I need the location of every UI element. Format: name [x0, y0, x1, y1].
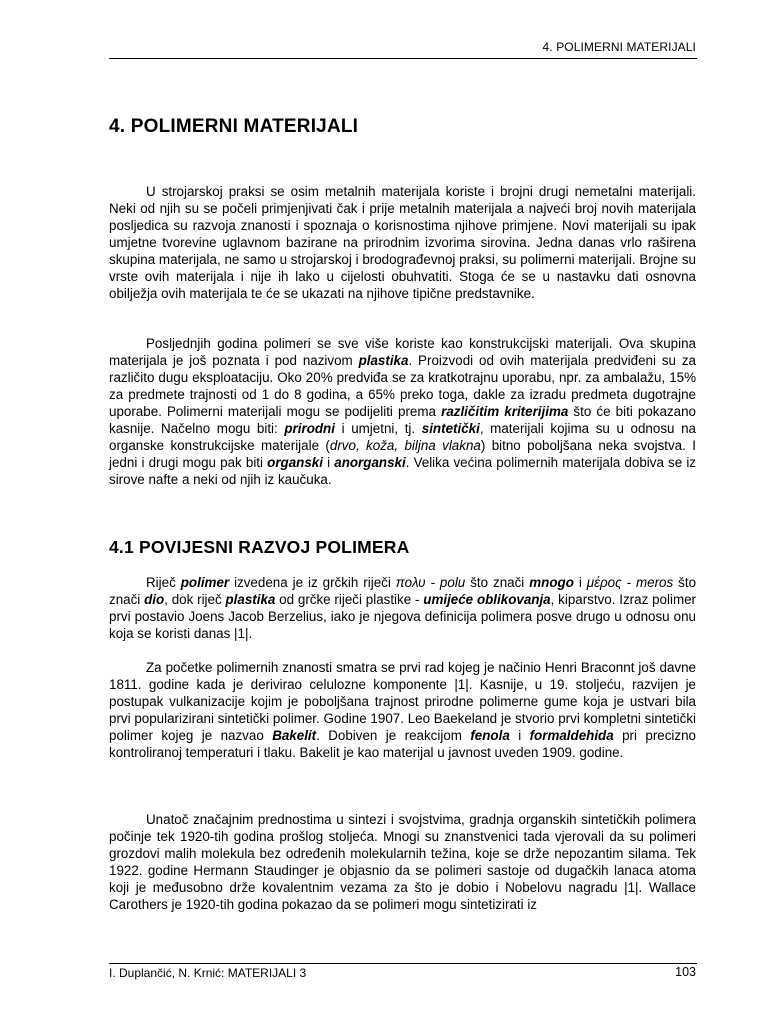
section-title: 4.1 POVIJESNI RAZVOJ POLIMERA	[109, 537, 410, 557]
term-organski: organski	[267, 455, 323, 470]
section-paragraph-2-block	[109, 659, 696, 761]
examples-italic: drvo, koža, biljna vlakna	[329, 438, 481, 453]
chapter-title: 4. POLIMERNI MATERIJALI	[109, 116, 359, 137]
term-polimer: polimer	[180, 575, 230, 590]
text-run: i	[509, 728, 530, 743]
text-run: Za početke polimernih znanosti smatra se prvi rad kojeg je načinio Henri Braconnt još davne 1811. godine kada je derivirao celulozne komponente |1|. Kasnije, u 19. stoljeću, razvijen je postupak vulkanizacije kojim je poboljšana trajnost prirodne polimerne gume koja je ustvari bila prvi popularizirani sintetički polimer. Godine 1907. Leo Baekeland je stvorio prvi kompletni sintetički polimer kojeg je nazvao	[109, 660, 696, 743]
text-run: i umjetni, tj.	[334, 421, 422, 436]
term-kriteriji: različitim kriterijima	[441, 404, 569, 419]
text-run: što znači	[465, 575, 530, 590]
text-run: što znači	[109, 575, 697, 607]
running-header: 4. POLIMERNI MATERIJALI	[542, 40, 696, 54]
text-run: , materijali kojima su u odnosu na organske konstrukcijske materijale (	[109, 421, 696, 453]
footer-authors: I. Duplančić, N. Krnić: MATERIJALI 3	[109, 966, 307, 980]
term-sinteticki: sintetički	[421, 421, 480, 436]
text-run: ) bitno poboljšana neka svojstva. I jedni i drugi mogu pak biti	[109, 438, 696, 470]
term-bakelit: Bakelit	[272, 728, 317, 743]
text-run: i	[322, 455, 335, 470]
footer-divider	[109, 963, 697, 964]
term-plastika: plastika	[358, 353, 409, 368]
greek-meros: μέρος - meros	[586, 575, 674, 590]
intro-paragraph-2-block	[109, 335, 696, 488]
text-run: Posljednjih godina polimeri se sve više koriste kao konstrukcijski materijali. Ova skupina materijala je još poznata i pod nazivom	[109, 336, 696, 368]
section-paragraph-3: Unatoč značajnim prednostima u sintezi i svojstvima, gradnja organskih sintetičkih polimera počinje tek 1920-tih godina prošlog stoljeća. Mnogi su znanstvenici tada vjerovali da su polimeri grozdovi malih molekula bez određenih molekularnih težina, koje se drže nepozantim silama. Tek 1922. godine Hermann Staudinger je objasnio da se polimeri sastoje od dugačkih lanaca atoma koji je međusobno drže kovalentnim vezama za što je dobio i Nobelovu nagradu |1|. Wallace Carothers je 1920-tih godina pokazao da se polimeri mogu sintetizirati iz	[109, 812, 696, 912]
text-run: Riječ	[146, 575, 181, 590]
text-run: od grčke riječi plastike -	[275, 592, 424, 607]
text-run: , dok riječ	[164, 592, 226, 607]
header-divider	[109, 58, 697, 59]
intro-paragraph-2	[109, 335, 696, 488]
term-plastika-2: plastika	[225, 592, 276, 607]
section-heading-block	[109, 537, 696, 558]
text-run: , kiparstvo. Izraz polimer prvi postavio Joens Jacob Berzelius, iako je njegova definicija polimera posve drugo u odnosu onu koja se koristi danas |1|.	[109, 592, 697, 641]
page-number: 103	[675, 965, 696, 979]
text-run: pri precizno kontroliranoj temperaturi i tlaku. Bakelit je kao materijal u javnost uveden 1909. godine.	[109, 728, 696, 760]
term-dio: dio	[144, 592, 165, 607]
intro-paragraph-1: U strojarskoj praksi se osim metalnih materijala koriste i brojni drugi nemetalni materijali. Neki od njih su se počeli primjenjivati čak i prije metalnih materijala a najveći broj novih materijala posljedica su razvoja znanosti i spoznaja o korisnostima njihove primjene. Novi materijali su ipak umjetne tvorevine uglavnom bazirane na prirodnim izvorima sirovina. Jedna danas vrlo raširena skupina materijala, ne samo u strojarskoj i brodograđevnoj praksi, su polimerni materijali. Brojne su vrste ovih materijala i nije ih lako u cijelosti obuhvatiti. Stoga će se u nastavku dati osnovna obilježja ovih materijala te će se ukazati na njihove tipične predstavnike.	[109, 184, 696, 301]
text-run: izvedena je iz grčkih riječi	[229, 575, 396, 590]
text-run: što će biti pokazano kasnije. Načelno mogu biti:	[109, 404, 696, 436]
term-umijece: umijeće oblikovanja	[423, 592, 551, 607]
text-run: . Dobiven je reakcijom	[316, 728, 471, 743]
term-formaldehida: formaldehida	[529, 728, 614, 743]
term-anorganski: anorganski	[334, 455, 406, 470]
text-run: i	[573, 575, 587, 590]
intro-paragraph-1-block	[109, 183, 696, 302]
greek-polu: πολυ - polu	[395, 575, 466, 590]
term-fenola: fenola	[470, 728, 510, 743]
section-paragraph-1-block	[109, 574, 696, 642]
text-run: . Proizvodi od ovih materijala predviđeni su za različito dugu eksploataciju. Oko 20% predviđa se za kratkotrajnu uporabu, npr. za ambalažu, 15% za predmete trajnosti od 1 do 8 godina, a 65% preko toga, dakle za izradu predmeta dugotrajne uporabe. Polimerni materijali mogu se podijeliti prema	[109, 353, 696, 419]
section-paragraph-1	[109, 574, 696, 642]
term-prirodni: prirodni	[284, 421, 335, 436]
text-run: . Velika većina polimernih materijala dobiva se iz sirove nafte a neki od njih iz kaučuka.	[109, 455, 697, 487]
section-paragraph-3-block	[109, 811, 696, 913]
section-paragraph-2	[109, 659, 696, 761]
term-mnogo: mnogo	[529, 575, 574, 590]
